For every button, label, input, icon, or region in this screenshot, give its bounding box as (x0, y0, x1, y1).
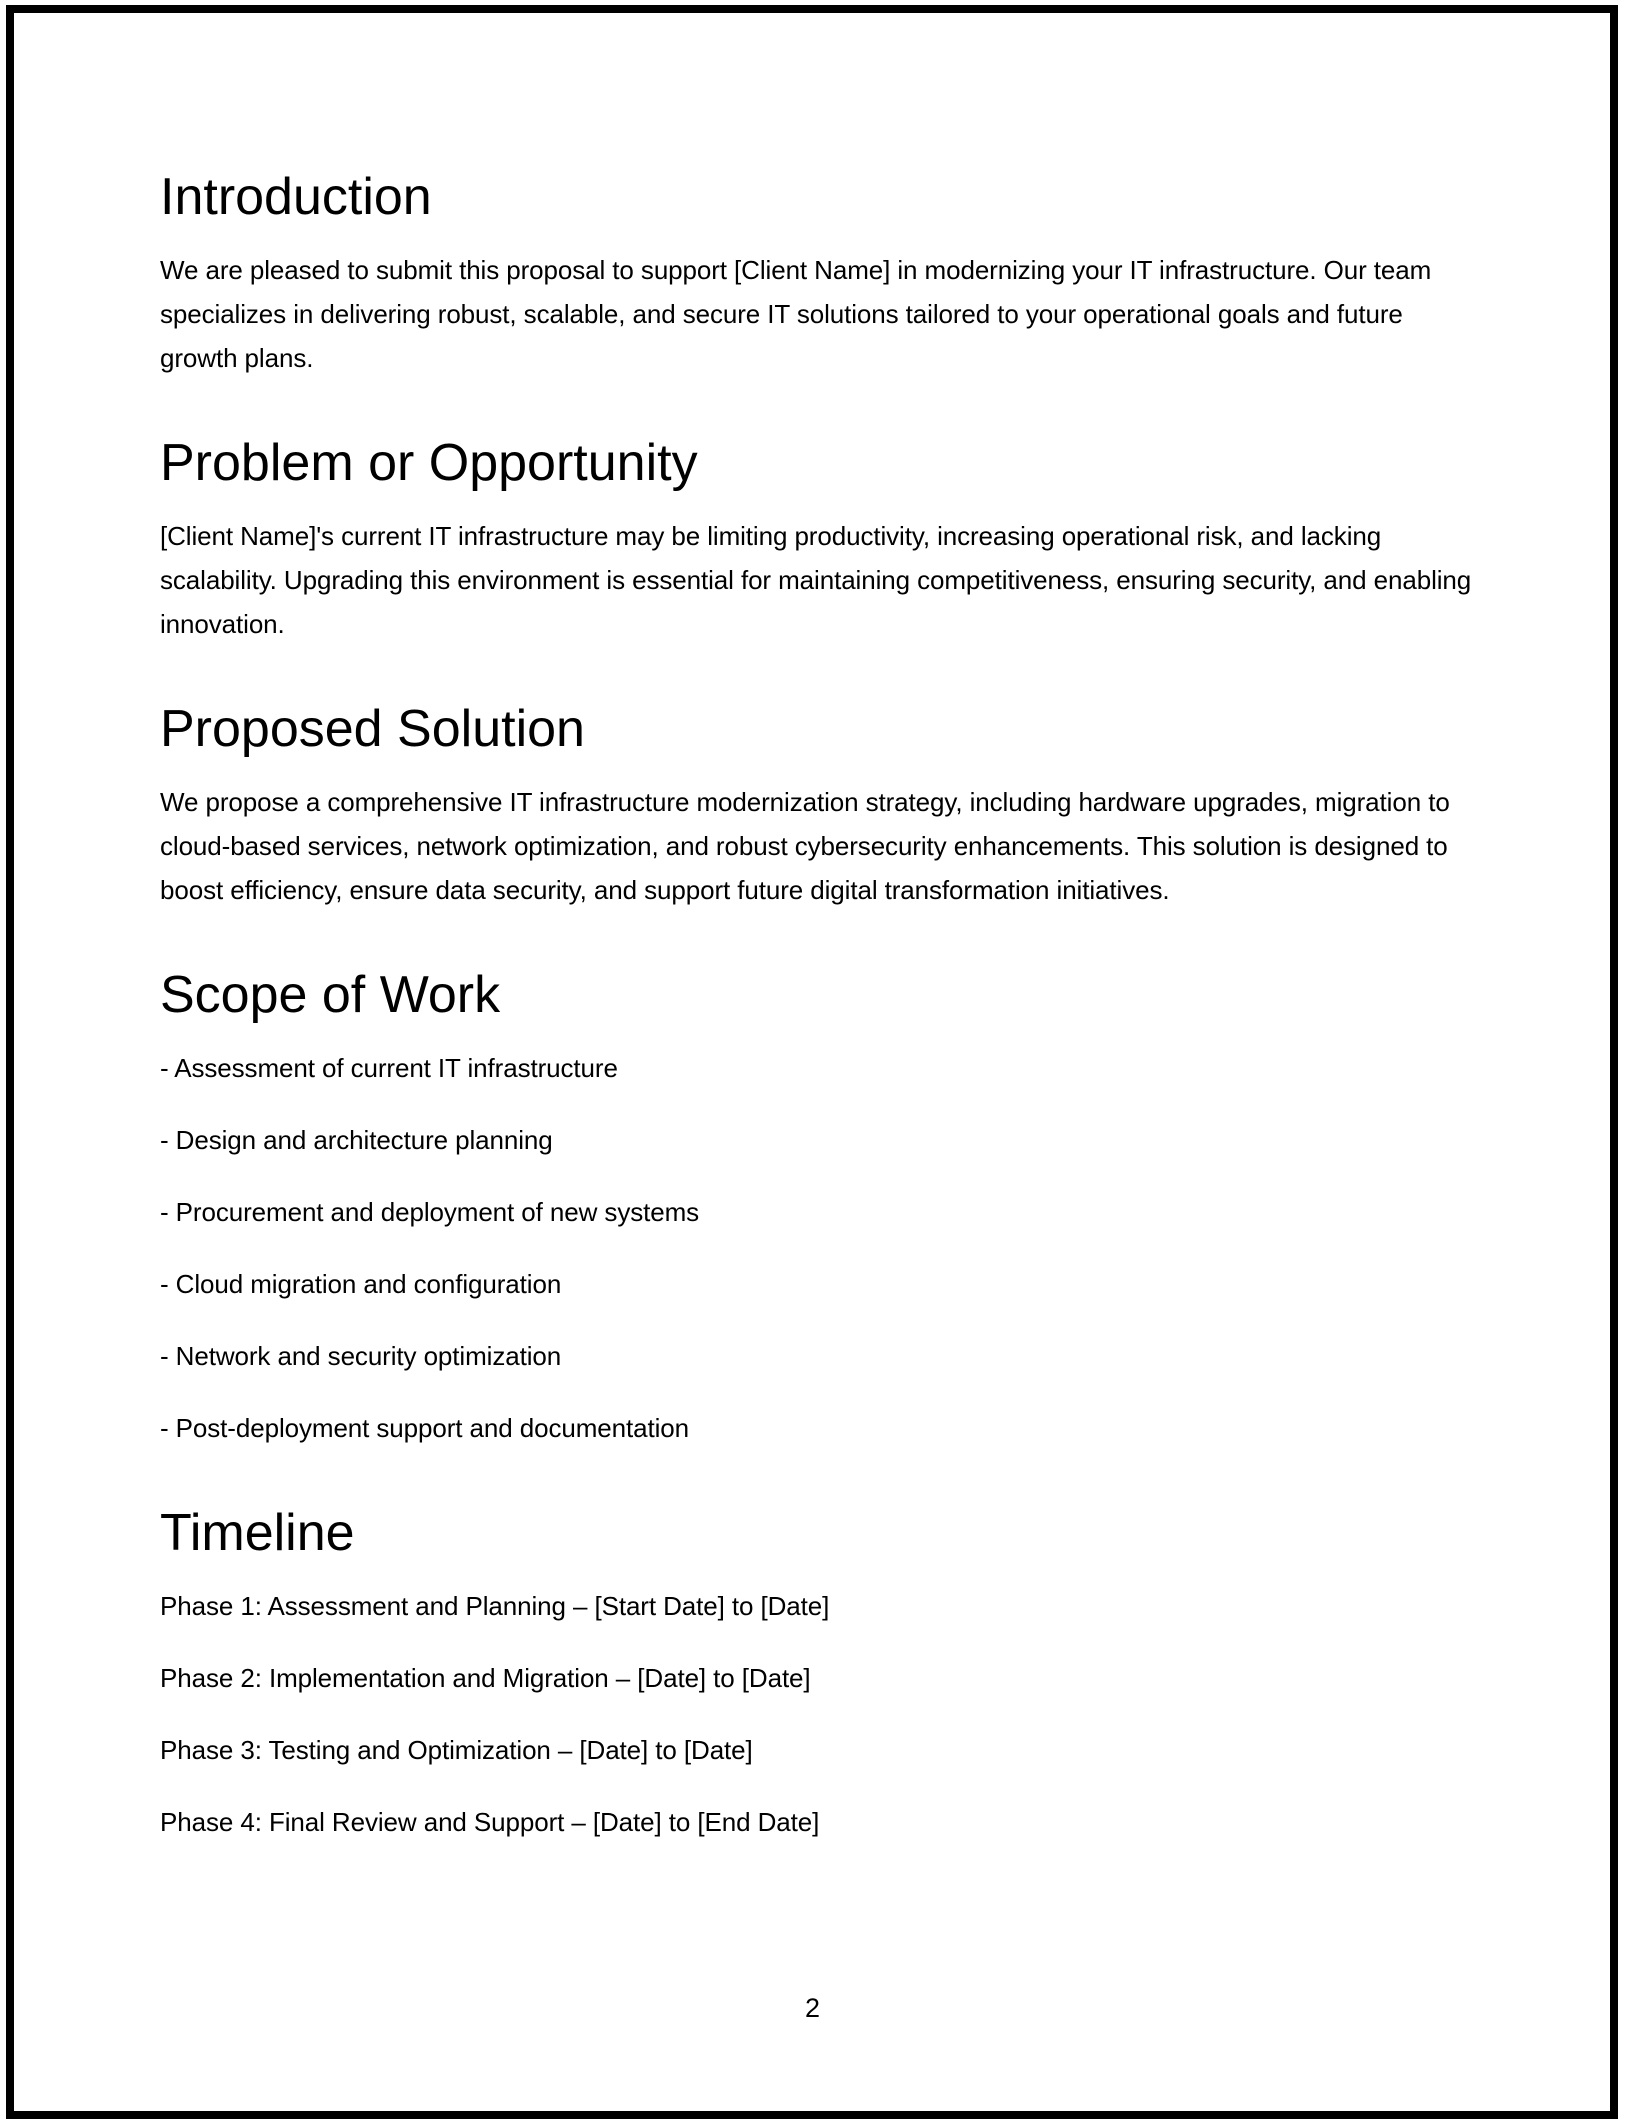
paragraph: We propose a comprehensive IT infrastructure modernization strategy, including hardware upgrades, migration to cloud-based services, network optimization, and robust cybersecurity enhancements. This solution is designed to boost efficiency, ensure data security, and support future digital transformation initiatives. (160, 787, 1450, 905)
paragraph: We are pleased to submit this proposal to support [Client Name] in modernizing your IT infrastructure. Our team specializes in delivering robust, scalable, and secure IT solutions tailored to your operational goals and future growth plans. (160, 255, 1432, 373)
section-heading: Problem or Opportunity (160, 434, 698, 492)
list-item: - Post-deployment support and documentation (160, 1413, 690, 1443)
timeline-phase: Phase 4: Final Review and Support – [Date] to [End Date] (160, 1807, 820, 1837)
section-heading: Introduction (160, 168, 432, 226)
timeline-phase: Phase 2: Implementation and Migration – [Date] to [Date] (160, 1663, 811, 1693)
list-item: - Design and architecture planning (160, 1125, 553, 1155)
section-heading: Proposed Solution (160, 700, 585, 758)
section-scope-of-work (160, 964, 1490, 1450)
timeline-phase: Phase 3: Testing and Optimization – [Date] to [Date] (160, 1735, 753, 1765)
list-item: - Procurement and deployment of new systems (160, 1197, 700, 1227)
list-item: - Network and security optimization (160, 1341, 562, 1371)
paragraph: [Client Name]'s current IT infrastructure may be limiting productivity, increasing operational risk, and lacking scalability. Upgrading this environment is essential for maintaining competitiveness, ensuring security, and enabling innovation. (160, 521, 1472, 639)
section-heading: Scope of Work (160, 966, 501, 1024)
section-introduction (160, 166, 1490, 380)
section-problem-or-opportunity (160, 432, 1490, 646)
list-item: - Assessment of current IT infrastructure (160, 1053, 618, 1083)
page-number: 2 (804, 1993, 821, 2023)
section-proposed-solution (160, 698, 1490, 912)
section-timeline (160, 1502, 1490, 1844)
section-heading: Timeline (160, 1504, 355, 1562)
timeline-phase: Phase 1: Assessment and Planning – [Start Date] to [Date] (160, 1591, 830, 1621)
list-item: - Cloud migration and configuration (160, 1269, 562, 1299)
